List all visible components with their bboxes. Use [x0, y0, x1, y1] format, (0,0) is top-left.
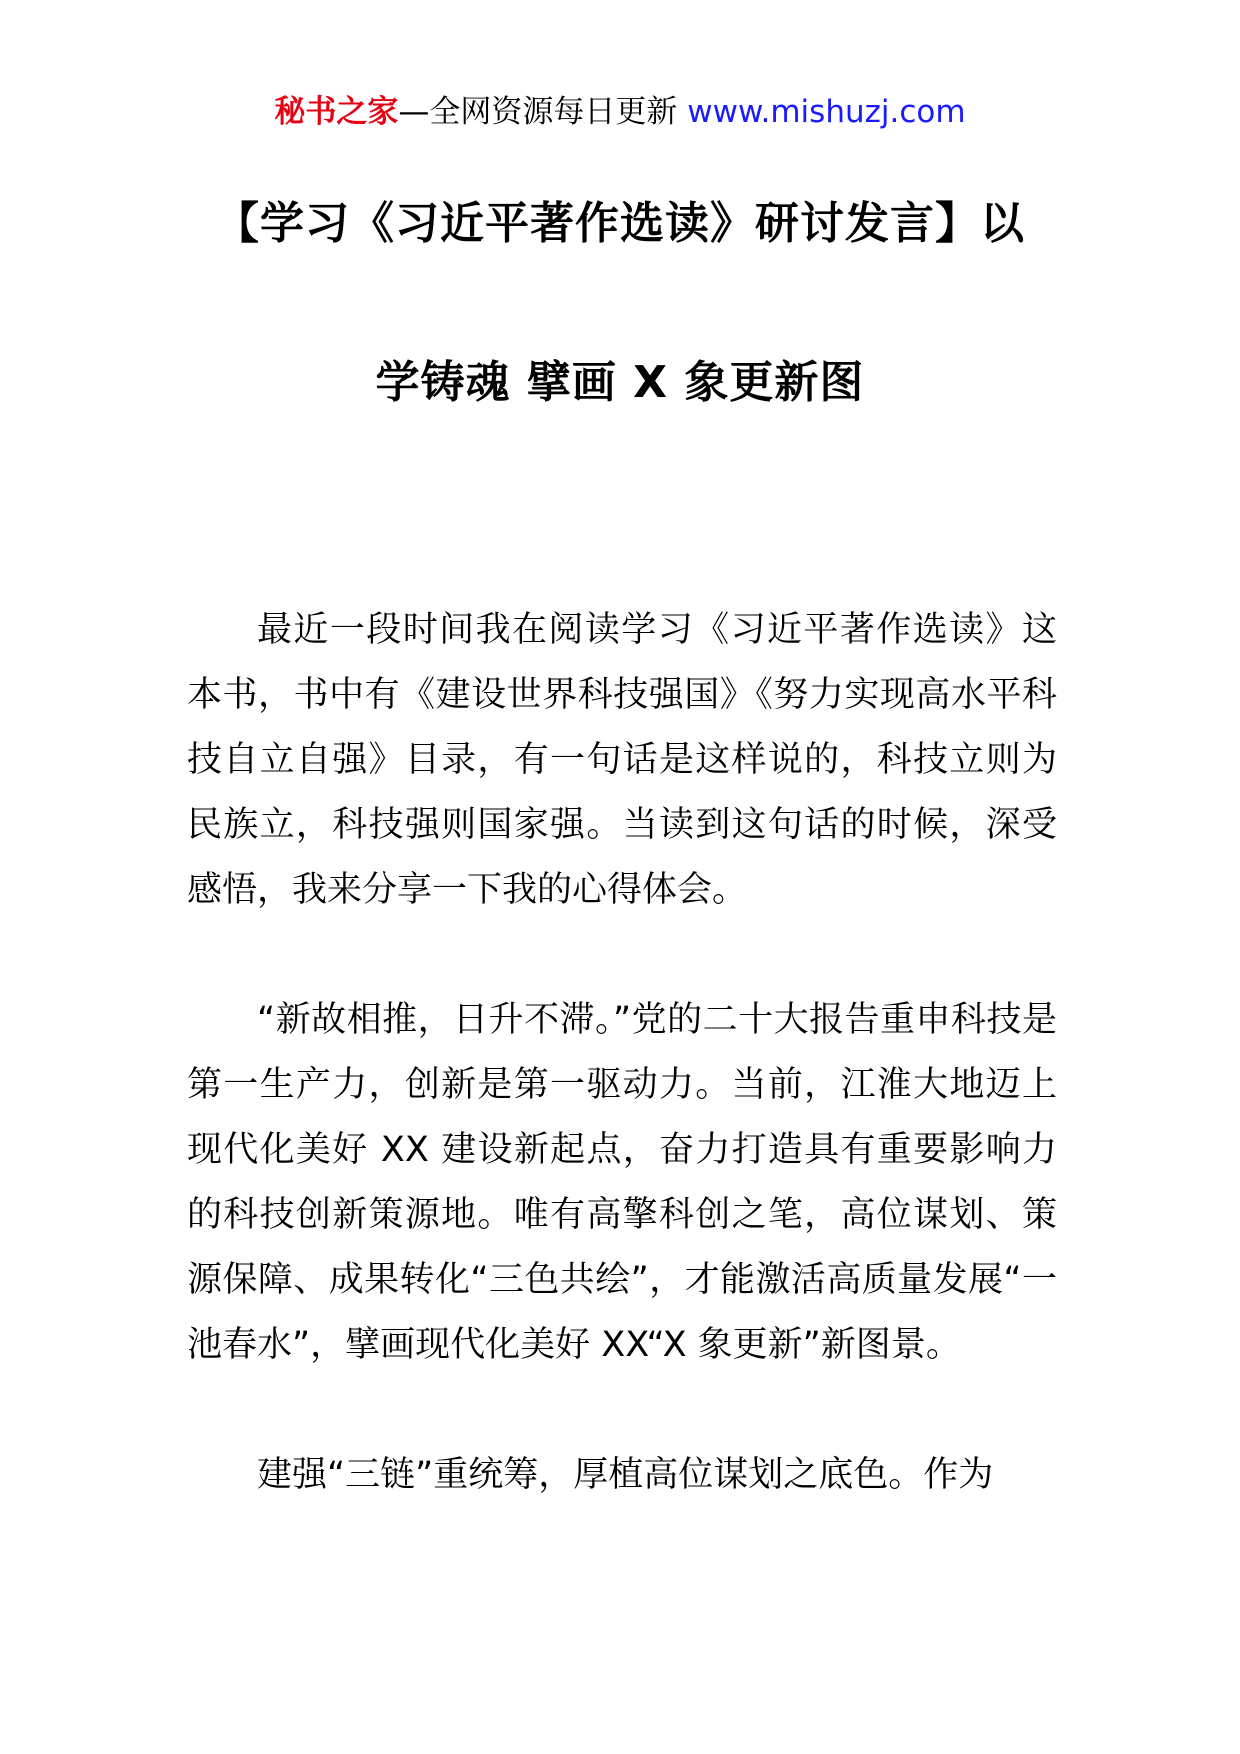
body-paragraph-1: 最近一段时间我在阅读学习《习近平著作选读》这本书，书中有《建设世界科技强国》《努力实现高水平科技自立自强》目录，有一句话是这样说的，科技立则为民族立，科技强则国家强。当读到这句话的时候，深受感悟，我来分享一下我的心得体会。 — [187, 610, 1057, 910]
document-title-line-2: 学铸魂 擘画 X 象更新图 — [375, 357, 865, 408]
body-paragraph-2: “新故相推，日升不滞。”党的二十大报告重申科技是第一生产力，创新是第一驱动力。当前，江淮大地迈上现代化美好 XX 建设新起点，奋力打造具有重要影响力的科技创新策源地。唯有高擎科创之笔，高位谋划、策源保障、成果转化“三色共绘”，才能激活高质量发展“一池春水”，擘画现代化美好 XX“X 象更新”新图景。 — [187, 1000, 1057, 1365]
site-tagline: —全网资源每日更新 — [398, 94, 678, 130]
document-body — [187, 598, 1057, 1573]
site-url-link[interactable]: www.mishuzj.com — [687, 94, 966, 130]
body-paragraph-3: 建强“三链”重统筹，厚植高位谋划之底色。作为 — [257, 1455, 994, 1495]
site-header — [0, 92, 1240, 132]
document-title-line-1: 【学习《习近平著作选读》研讨发言】以 — [215, 198, 1025, 249]
site-brand: 秘书之家 — [274, 94, 399, 130]
